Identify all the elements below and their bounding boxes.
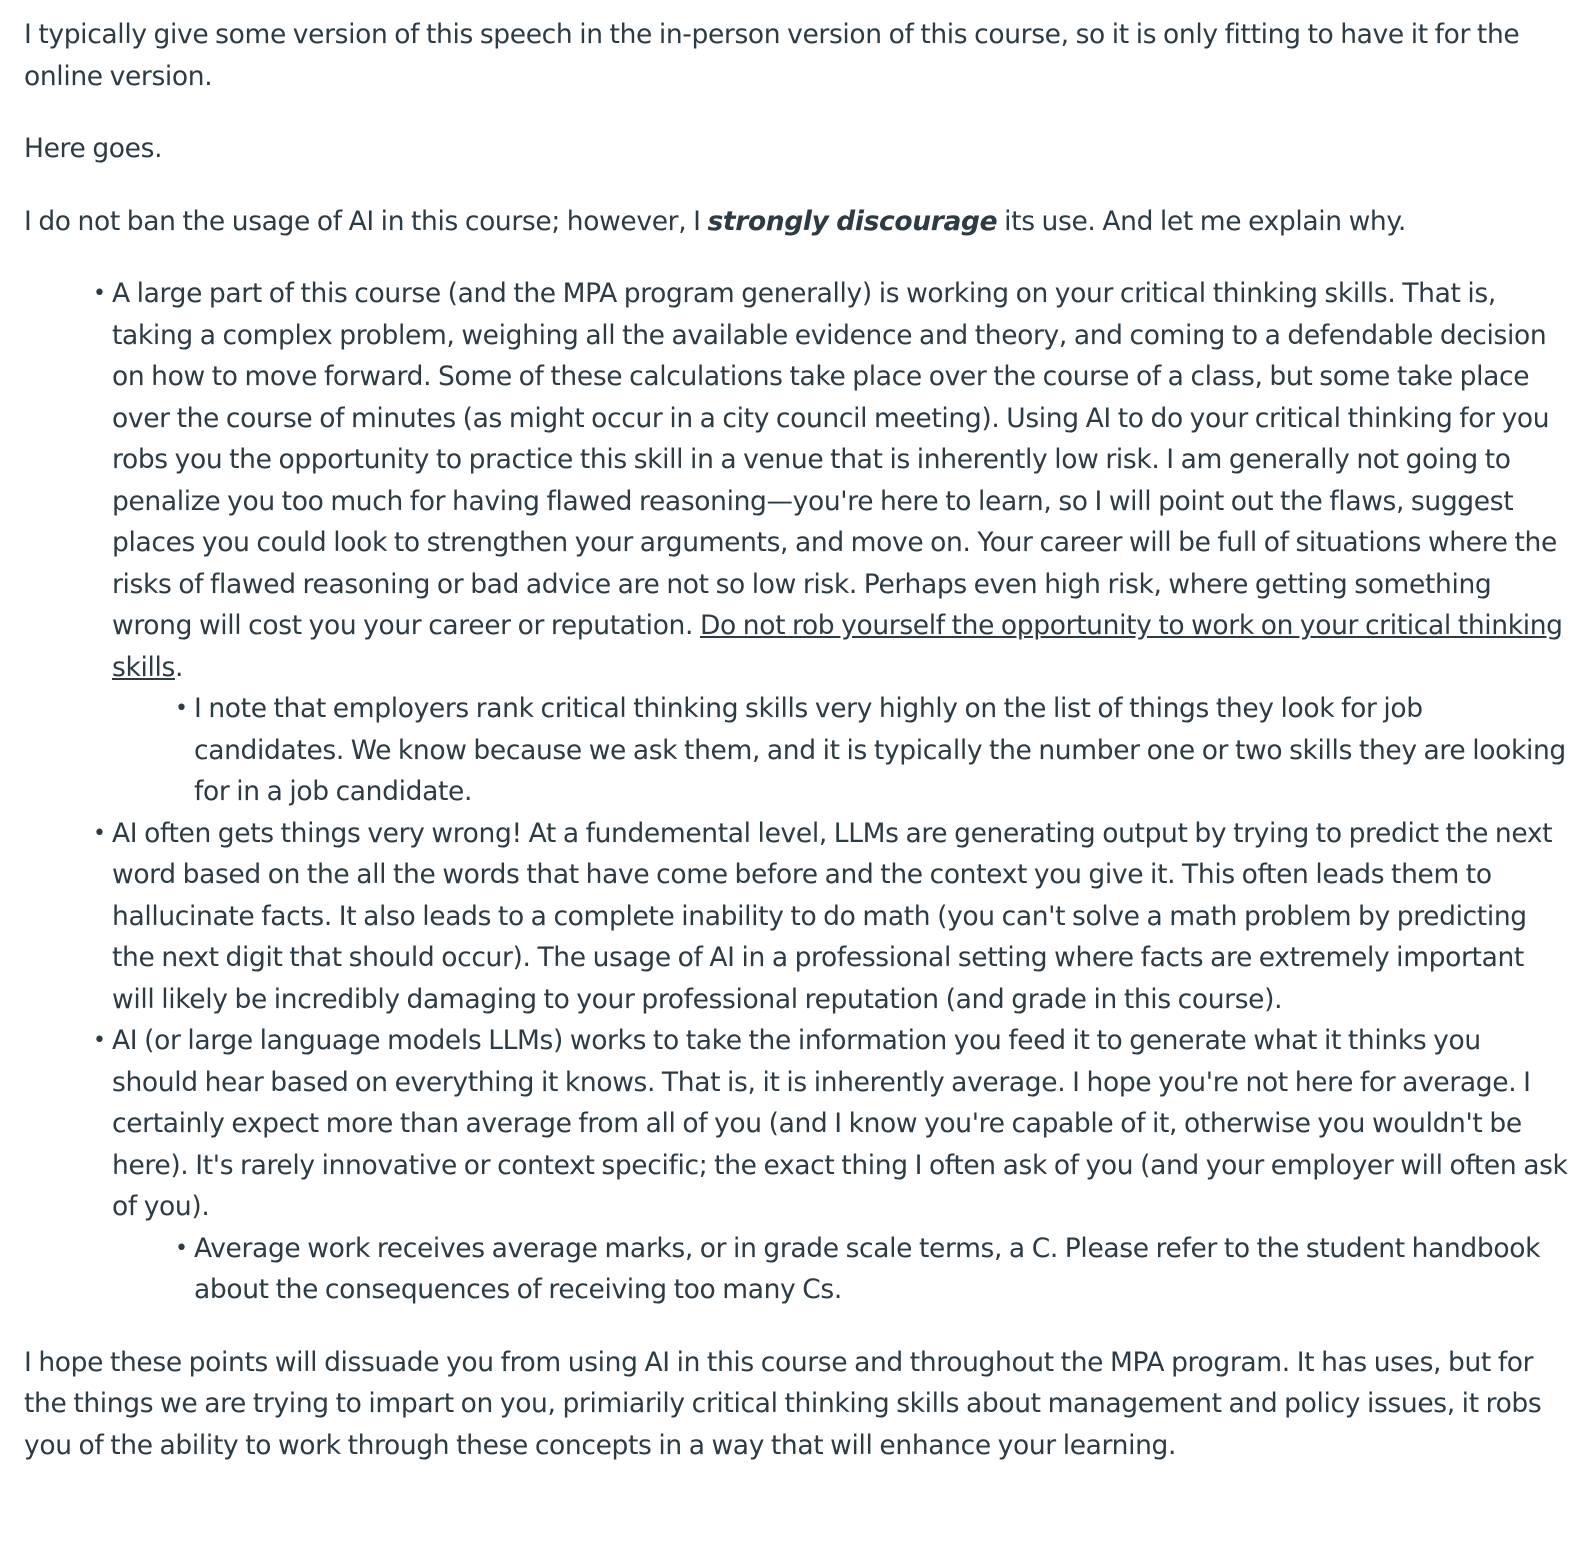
- closing-paragraph: I hope these points will dissuade you from using AI in this course and throughout the MPA program. It has uses, but for the things we are trying to impart on you, primiarily critical thinking skills about management and policy issues, it robs you of the ability to work through these concepts in a way that will enhance your learning.: [24, 1346, 1542, 1461]
- list-item-employers: [175, 688, 1571, 813]
- grades-text: Average work receives average marks, or in grade scale terms, a C. Please refer to the student handbook about the consequences of receiving too many Cs.: [194, 1232, 1541, 1305]
- bullet-icon: •: [175, 696, 188, 721]
- policy-text-start: I do not ban the usage of AI in this course; however, I: [24, 205, 708, 237]
- ai-wrong-text: AI often gets things very wrong! At a fundemental level, LLMs are generating output by trying to predict the next word based on the all the words that have come before and the context you give it. This often leads them to hallucinate facts. It also leads to a complete inability to do math (you can't solve a math problem by predicting the next digit that should occur). The usage of AI in a professional setting where facts are extremely important will likely be incredibly damaging to your professional reputation (and grade in this course).: [112, 817, 1553, 1015]
- bullet-icon: •: [93, 281, 106, 306]
- reasons-list: [24, 273, 1571, 1311]
- here-goes-paragraph: Here goes.: [24, 133, 163, 164]
- intro-paragraph: I typically give some version of this speech in the in-person version of this course, so it is only fitting to have it for the online version.: [24, 19, 1520, 92]
- critical-thinking-text: A large part of this course (and the MPA program generally) is working on your critical thinking skills. That is, taking a complex problem, weighing all the available evidence and theory, and coming to a defendable decision on how to move forward. Some of these calculations take place over the course of a class, but some take place over the course of minutes (as might occur in a city council meeting). Using AI to do your critical thinking for you robs you the opportunity to practice this skill in a venue that is inherently low risk. I am generally not going to penalize you too much for having flawed reasoning—you're here to learn, so I will point out the flaws, suggest places you could look to strengthen your arguments, and move on. Your career will be full of situations where the risks of flawed reasoning or bad advice are not so low risk. Perhaps even high risk, where getting something wrong will cost you your career or reputation.: [112, 278, 1557, 641]
- ai-average-text: AI (or large language models LLMs) works to take the information you feed it to generate what it thinks you should hear based on everything it knows. That is, it is inherently average. I hope you're not here for average. I certainly expect more than average from all of you (and I know you're capable of it, otherwise you wouldn't be here). It's rarely innovative or context specific; the exact thing I often ask of you (and your employer will often ask of you).: [112, 1025, 1568, 1222]
- policy-paragraph: [24, 201, 1571, 243]
- sub-list-employers: [112, 688, 1571, 813]
- list-item-grades: [175, 1228, 1571, 1311]
- sub-list-grades: [112, 1228, 1571, 1311]
- employers-text: I note that employers rank critical thinking skills very highly on the list of things they look for job candidates. We know because we ask them, and it is typically the number one or two skills they are looking for in a job candidate.: [194, 693, 1566, 807]
- policy-text-end: its use. And let me explain why.: [997, 205, 1407, 237]
- bullet-icon: •: [93, 1028, 106, 1053]
- critical-thinking-underlined: Do not rob yourself the opportunity to work on your critical thinking skills: [112, 610, 1563, 683]
- list-item-ai-average: [93, 1020, 1571, 1311]
- strongly-discourage-emphasis: strongly discourage: [707, 205, 998, 237]
- critical-thinking-period: .: [174, 651, 184, 683]
- list-item-critical-thinking: [93, 273, 1571, 813]
- bullet-icon: •: [93, 820, 106, 846]
- list-item-ai-wrong: [93, 813, 1571, 1021]
- bullet-icon: •: [175, 1235, 188, 1261]
